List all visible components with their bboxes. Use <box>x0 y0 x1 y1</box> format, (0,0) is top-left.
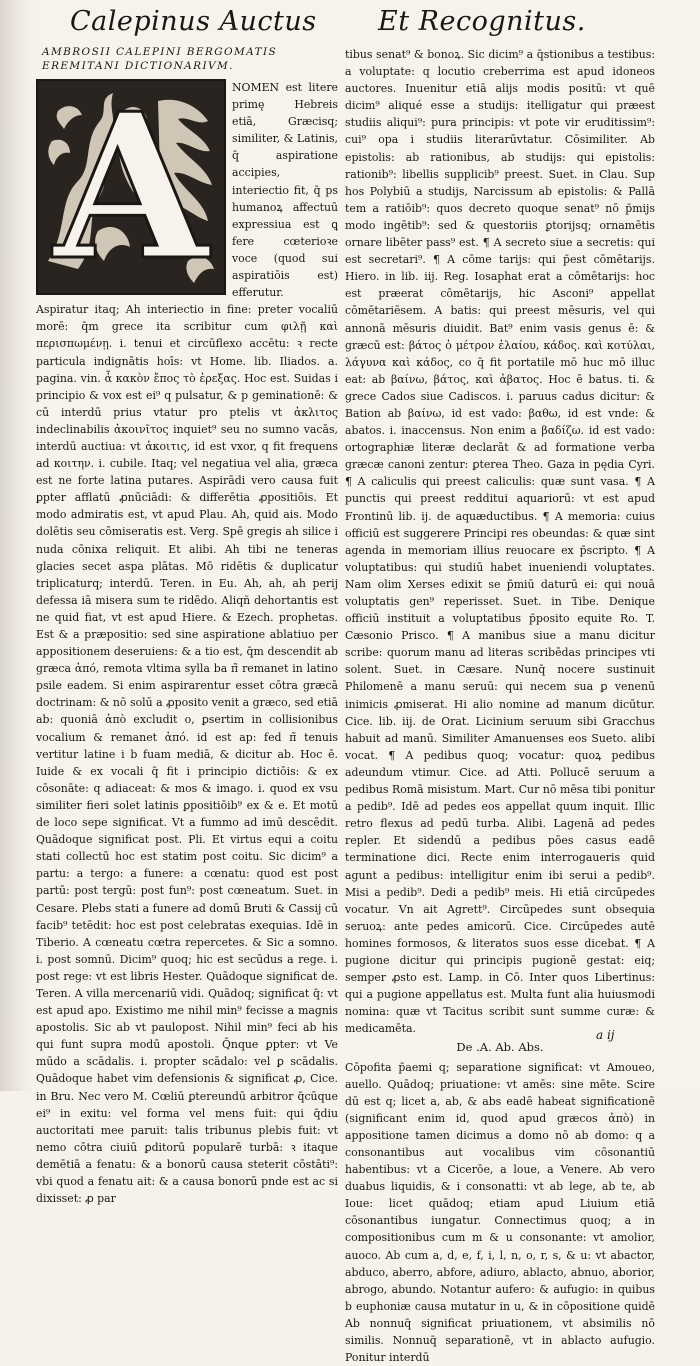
author-caption-line-2: EREMITANI DICTIONARIVM. <box>42 59 234 72</box>
text-column-left <box>36 46 338 1206</box>
initial-letter-glyph: A <box>53 70 209 305</box>
author-caption-line-1: AMBROSII CALEPINI BERGOMATIS <box>42 46 278 58</box>
section-subheading: De .A. Ab. Abs. <box>456 1040 544 1055</box>
signature-mark: a ij <box>596 1028 615 1042</box>
entry-a-continuation-text: tibus senat⁹ & bonoꝝ. Sic dicim⁹ a q̄stionibus a testibus: a voluptate: q locutio creberrima est apud idoneos auctores. Inuenitur etiā alijs modis positū: vt quē dicim⁹ aliqué esse a studijs: itelligatur qui præest studiis aliqui⁹: pura principis: vt pote vir eruditissim⁹: cui⁹ opa i studiis literarūvtatur. Cōsimiliter. Ab epistolis: ab rationibus, ab studijs: qui epistolis: rationib⁹: libellis supplicib⁹ preest. Suet. in Clau. Sup hos Polybiū a studijs, Narcissum ab epistolis: & Pallā tem a ratiōib⁹: quos decreto quoque senat⁹ nō p̄mijs modo ingētib⁹: sed & questoriis ꝑtorijsq; ornamētis ornare libēter pass⁹ est. ¶ A secreto siue a secretis: qui est secretari⁹. ¶ A cōme tarijs: qui p̄est cōmētarijs. Hiero. in lib. iij. Reg. Iosaphat erat a cōmētarijs: hoc est præerat cōmētarijs, hic Asconi⁹ appellat cōmētariēsem. A batis: qui preest mēsuris, vel qui annonā mēsuris diuidit. Bat⁹ enim vasis genus ē: & græcū est: βάτος ὁ μέτρον ἐλαίου, κάδος. καὶ κοτύλαι, λάγυνα καὶ κάδος, co q̄ fit portatile mō huc mō illuc eat: ab βαίνω, βάτος, καὶ ἀβατος. Hoc ē batus. ti. & grece Cados siue Cadiscos. i. paruus cadus dicitur: & Bation ab βαίνω, id est vado: βαθω, id est vnde: & abatos. i. inaccensus. Non enim a βαδίζω. id est vado: ortographiæ literæ declarāt & ad formatione verba græcæ canoni zentur: ꝑterea Theo. Gaza in pędia Cyri. ¶ A caliculis qui preest caliculis: quæ sunt vasa. ¶ A punctis qui preest redditui aquariorū: vt est apud Frontinū lib. ij. de aquæductibus. ¶ A memoria: cuius officiū est suggerere Principi res obeundas: & quæ sint agenda in memoriam illius reuocare ex p̄scripto. ¶ A voluptatibus: qui studiū habet inueniendi voluptates. Nam olim Xerses edixit se p̄miū daturū ei: qui nouā voluptatis gen⁹ reperisset. Suet. in Tibe. Denique officiū instituit a voluptatibus p̄posito equite Ro. T. Cæsonio Prisco. ¶ A manibus siue a manu dicitur scribe: quorum manu ad literas scribēdas principes vti solent. Suet. in Cæsare. Nunq̄ nocere sustinuit Philomenē a manu seruū: qui necem sua ꝑ venenū inimicis ꝓmiserat. Hi alio nomine ad manum dicūtur. Cice. lib. iij. de Orat. Licinium seruum sibi Gracchus habuit ad manū. Similiter Amanuenses eos Sueto. alibi vocat. ¶ A pedibus quoq; vocatur: quoꝝ pedibus adeundum vtimur. Cice. ad Atti. Pollucē seruum a pedibus Romā misistum. Mart. Cur nō mēsa tibi ponitur a pedib⁹. Idē ad pedes eos appellat quum inquit. Illic retro flexus ad pedū turba. Alibi. Lagenā ad pedes repler. Et sidendū a pedibus pōes casus eadē terminatione dici. Recte enim interrogaueris quid agunt a pedibus: intelligitur enim ibi serui a pedib⁹. Misi a pedib⁹. Dedi a pedib⁹ meis. Hi etiā circūpedes vocatur. Vn ait Agrett⁹. Circūpedes sunt obsequia seruoꝝ: ante pedes amicorū. Cice. Circūpedes autē homines formosos, & literatos suos esse dicebat. ¶ A pugione dicitur qui principis pugionē gestat: eiq; semper ꝓsto est. Lamp. in Cō. Inter quos Libertinus: qui a pugione appellatus est. Multa funt alia huiusmodi nomina: quæ vt Tacitus scribit sunt summe curæ: & medicamēta. <box>345 48 655 1036</box>
dictionary-entry-a-text: NOMEN est litere primę Hebreis etiā, Græcisq; similiter, & Latinis, q̄ aspiratione accipies, interiectio fit, q̄ ps humanoꝝ affectuū expressiua est ꝗ fere cœterioꝛe voce (quod sui aspiratiōis est) efferutur. Aspiratur itaq; Ah interiectio in fine: preter vocaliū morē: q̄m grece ita scribitur cum φιλῇ καὶ περισπωμένῃ. i. tenui et circūflexo accētu: ꝛ recte particula indignātis hoīs: vt Home. lib. Iliados. a. pagina. vin. ἆ κακὸν ἔπος τὸ ἐρεξας. Hoc est. Suidas i principio & vox est ei⁹ q pulsatur, & p geminationē: & cū interdū prius vtatur pro ptelis vt ἀκλιτος indeclinabilis ἀκοινῖτος inquiet⁹ seu no sumno vacās, interdū auctiua: vt ἀκοιτις, id est vxor, q fit frequens ad κοιτην. i. cubile. Itaq; vel negatiua vel alia, græca est ne forte latina putares. Aspirādi vero causa fuit ꝑpter afflatū ꝓnūciādi: & differētia ꝓpositiōis. Et modo admiratis est, vt apud Plau. Ah, quid ais. Modo dolētis seu cōmiseratis est. Verg. Spē gregis ah silice i nuda cōnixa reliquit. Et alibi. Ah tibi ne teneras glacies secet aspa plātas. Mō ridētis & duplicatur triplicaturq; interdū. Teren. in Eu. Ah, ah, ah perij defessa iā misera sum te ridēdo. Aliqñ dehortantis est ne quid fiat, vt est apud Hiere. & Ezech. prophetas. Est & a præpositio: sed sine aspiratione ablatiuo per appositionem deseruiens: & a tio est, q̄m descendit ab græca ἀπό, remota vltima sylla ba π̃ remanet in latino psile eadem. Si enim aspirarentur esset cōtra græcā doctrinam: & nō solū a ꝓposito venit a græco, sed etiā ab: quoniā ἀπὸ excludit o, ꝑsertim in collisionibus vocalium & remanet ἀπό. id est ap: fed π̃ tenuis vertitur latine i b fuam mediā, & dicitur ab. Hoc ē. Iuide & ex vocali q̄ fit i principio dictiōis: & ex cōsonāte: q adiaceat: & mos & imago. i. quod ex vsu similiter fieri solet latinis ꝑpositiōib⁹ ex & e. Et motū de loco sepe significat. Vt a fummo ad imū descēdit. Quādoque significat post. Pli. Et virtus equi a coitu stati collectū hoc est statim post coitu. Sic dicim⁹ a partu: a tergo: a funere: a cœnatu: quod est post partū: post tergū: post fun⁹: post cœneatum. Suet. in Cesare. Plebs stati a funere ad domū Bruti & Cassij cū facib⁹ tetēdit: hoc est post celebratas exequias. Idē in Tiberio. A cœneatu cœtra repercetes. & Sic a somno. i. post somnū. Dicim⁹ quoq; hic est secūdus a rege. i. post rege: vt est libris Hester. Quādoque significat de. Teren. A villa mercenariū vidi. Quādoq; significat q̄: vt est apud apo. Existimo me nihil min⁹ fecisse a magnis apostolis. Sic ab vt paulopost. Nihil min⁹ feci ab his qui funt supra modū apostoli. Q̄nque ꝑpter: vt Ve mūdo a scādalis. i. propter scādalo: vel ꝑ scādalis. Quādoque habet vim defensionis & significat ꝓ, Cice. in Bru. Nec vero M. Cœliū ꝑtereundū arbitror q̄cūque ei⁹ in exitu: vel forma vel mens fuit: qui q̄diu auctoritati mee paruit: talis tribunus plebis fuit: vt nemo cōtra ciuiū ꝑditorū popularē turbā: ꝛ itaque demētiā a fenatu: & a bonorū causa steterit cōstāti⁹: vbi quod a fenatu ait: & a causa bonorū pnde est ac si dixisset: ꝓ par <box>36 81 338 1206</box>
decorated-initial-woodcut <box>36 70 226 305</box>
running-title-left: Calepinus Auctus <box>70 6 317 37</box>
section-ab-abs-text: Cōpofita p̄aemi q; separatione significat: vt Amoueo, auello. Quādoq; priuatione: vt amēs: sine mēte. Scire dū est q; licet a, ab, & abs eadē habeat significationē (significant enim id, quod apud græcos ἀπὸ) in appositione tamen dicimus a domo nō ab domo: q a consonantibus aut vocalibus vim cōsonantiū habentibus: vt a Cicerōe, a loue, a Venere. Ab vero duabus liquidis, & i consonatti: vt ab lege, ab te, ab Ioue: licet quādoq; etiam apud Liuium etiā cōsonantibus iungatur. Connectimus quoq; a in compositionibus cum m & u consonante: vt amolior, auoco. Ab cum a, d, e, f, i, l, n, o, r, s, & u: vt abactor, abduco, aberro, abfore, adiuro, ablacto, abnuo, aborior, abrogo, abundo. Notantur aufero: & aufugio: in quibus b euphoniæ causa mutatur in u, & in cōpositione quidē Ab nonnuq̄ significat priuationem, vt absimilis nō similis. Nonnuq̄ separationē, vt in ablacto aufugio. Ponitur interdū <box>345 1060 655 1365</box>
page-gutter-shadow <box>0 0 34 1091</box>
author-caption <box>42 46 338 73</box>
running-title-right: Et Recognitus. <box>378 6 586 37</box>
